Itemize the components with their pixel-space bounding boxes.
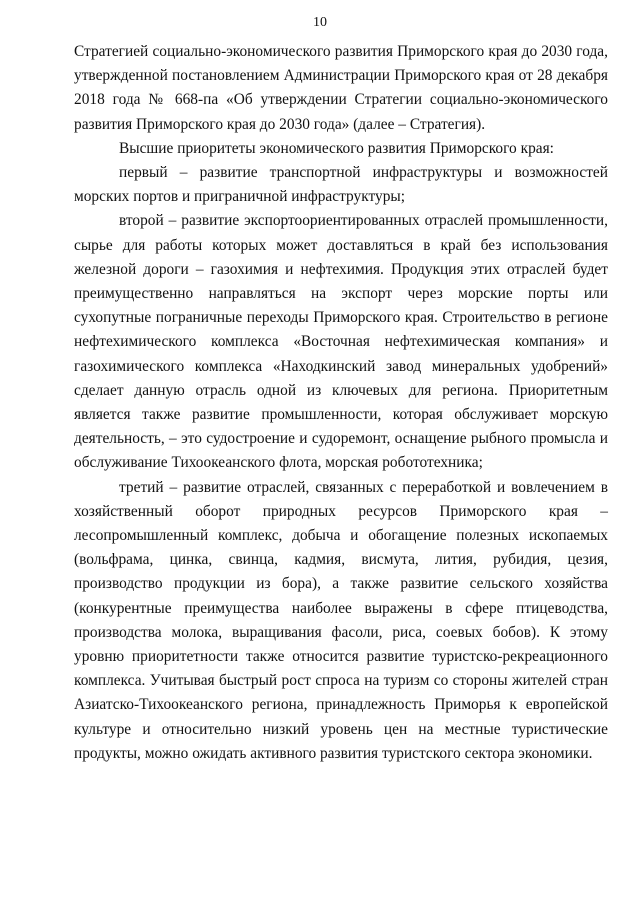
document-body	[74, 40, 608, 766]
paragraph-priority-third: третий – развитие отраслей, связанных с переработкой и вовлечением в хозяйственный оборот природных ресурсов Приморского края – лесопромышленный комплекс, добыча и обогащение полезных ископаемых (вольфрама, цинка, свинца, кадмия, висмута, лития, рубидия, цезия, производство продукции из бора), а также развитие сельского хозяйства (конкурентные преимущества наиболее выражены в сфере птицеводства, производства молока, выращивания фасоли, риса, соевых бобов). К этому уровню приоритетности также относится развитие туристско-рекреационного комплекса. Учитывая быстрый рост спроса на туризм со стороны жителей стран Азиатско-Тихоокеанского региона, принадлежность Приморья к европейской культуре и относительно низкий уровень цен на местные туристические продукты, можно ожидать активного развития туристского сектора экономики.	[74, 478, 608, 762]
paragraph-strategy-reference: Стратегией социально-экономического развития Приморского края до 2030 года, утвержденной постановлением Администрации Приморского края от 28 декабря 2018 года № 668-па «Об утверждении Стратегии социально-экономического развития Приморского края до 2030 года» (далее – Стратегия).	[74, 43, 608, 133]
paragraph-priorities-heading: Высшие приоритеты экономического развития Приморского края:	[119, 139, 554, 157]
page-number: 10	[313, 15, 327, 30]
paragraph-priority-first: первый – развитие транспортной инфраструктуры и возможностей морских портов и приграничной инфраструктуры;	[74, 164, 608, 206]
paragraph-priority-second: второй – развитие экспортоориентированных отраслей промышленности, сырье для работы которых может доставляться в край без использования железной дороги – газохимия и нефтехимия. Продукция этих отраслей будет преимущественно направляться на экспорт через морские порты или сухопутные пограничные переходы Приморского края. Строительство в регионе нефтехимического комплекса «Восточная нефтехимическая компания» и газохимического комплекса «Находкинский завод минеральных удобрений» сделает данную отрасль одной из ключевых для региона. Приоритетным является также развитие промышленности, которая обслуживает морскую деятельность, – это судостроение и судоремонт, оснащение рыбного промысла и обслуживание Тихоокеанского флота, морская робототехника;	[74, 212, 608, 472]
